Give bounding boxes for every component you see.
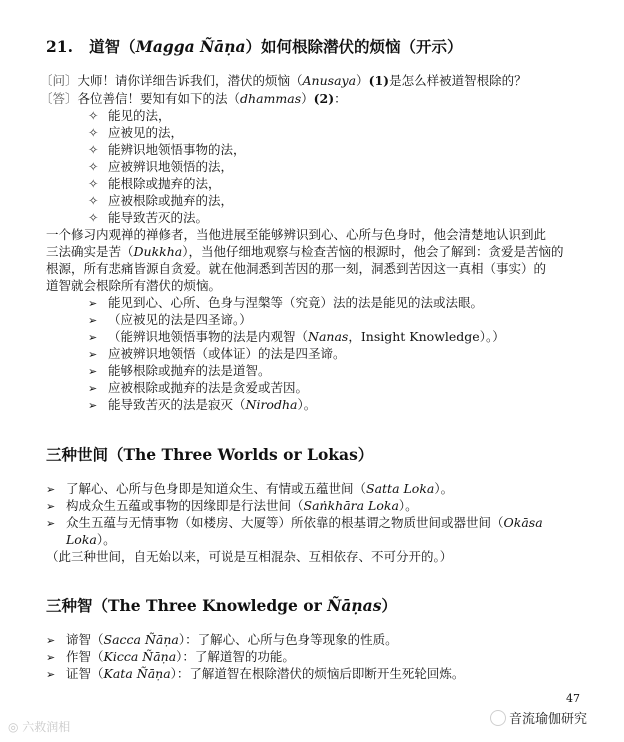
question-text: 大师！请你详细告诉我们，潜伏的烦恼（: [77, 73, 303, 88]
knowledge-heading-text: 三种智（The Three Knowledge or: [46, 596, 328, 615]
arrow-bullet-icon: ➢: [88, 365, 98, 378]
question-text-3: 是怎么样被道智根除的？: [389, 73, 527, 88]
knowledge-item: [46, 631, 398, 649]
watermark-left: ◎ 六救润相: [8, 720, 71, 734]
footnote-ref-2: (2): [313, 91, 335, 106]
paragraph-line: [46, 226, 546, 243]
knowledge-heading-term: Ñāṇas: [327, 596, 382, 615]
watermark-right: [490, 710, 587, 728]
paragraph-text: 三法确实是苦（: [46, 244, 134, 259]
insight-text: ）。: [297, 397, 317, 412]
dhamma-text: 能见的法，: [108, 108, 171, 123]
knowledge-text: 作智（: [66, 649, 104, 664]
paragraph-line: [46, 243, 564, 260]
answer-line: [40, 90, 347, 107]
arrow-bullet-icon: ➢: [46, 634, 56, 647]
arrow-bullet-icon: ➢: [88, 382, 98, 395]
arrow-bullet-icon: ➢: [88, 314, 98, 327]
dhamma-text: 应被根除或抛弃的法，: [108, 193, 234, 208]
dhamma-item: [88, 209, 208, 226]
world-text: 众生五蕴与无情事物（如楼房、大厦等）所依靠的根基谓之物质世间或器世间（: [66, 515, 504, 530]
knowledge-term: Kata Ñāṇa: [103, 666, 171, 681]
arrow-bullet-icon: ➢: [88, 331, 98, 344]
answer-text: 各位善信！要知有如下的法（: [77, 91, 241, 106]
insight-text: 能导致苦灭的法是寂灭（: [108, 397, 246, 412]
dhamma-text: 应被辨识地领悟的法，: [108, 159, 234, 174]
paragraph-text: 道智就会根除所有潜伏的烦恼。: [46, 278, 222, 293]
dhamma-item: [88, 175, 221, 192]
dhamma-item: [88, 158, 233, 175]
arrow-bullet-icon: ➢: [88, 297, 98, 310]
insight-item: [88, 328, 505, 346]
knowledge-text: 证智（: [66, 666, 104, 681]
footnote-ref-1: (1): [368, 73, 390, 88]
knowledge-text: ）：了解道智在根除潜伏的烦恼后即断开生死轮回炼。: [170, 666, 465, 681]
insight-item: [88, 345, 346, 363]
dhamma-text: 能辨识地领悟事物的法，: [108, 142, 246, 157]
dhamma-text: 能导致苦灭的法。: [108, 210, 209, 225]
world-text: 构成众生五蕴或事物的因缘即是行法世间（: [66, 498, 304, 513]
diamond-bullet-icon: ✧: [88, 193, 99, 208]
insight-item: [88, 379, 308, 397]
knowledge-term: Kicca Ñāṇa: [103, 649, 177, 664]
knowledge-heading-text: ）: [381, 596, 397, 615]
insight-text: 应被根除或抛弃的法是贪爱或苦因。: [108, 380, 309, 395]
insight-text: （应被见的法是四圣谛。）: [108, 312, 252, 327]
answer-tag: 〔答〕: [40, 91, 78, 106]
arrow-bullet-icon: ➢: [46, 483, 56, 496]
world-text: ）。: [398, 498, 418, 513]
knowledge-item: [46, 665, 464, 683]
question-line: [40, 72, 527, 89]
diamond-bullet-icon: ✧: [88, 125, 99, 140]
insight-text: 能见到心、心所、色身与涅槃等（究竟）法的法是能见的法或法眼。: [108, 295, 484, 310]
paragraph-text: ），当他仔细地观察与检查苦恼的根源时，他会了解到：贪爱是苦恼的: [182, 244, 564, 259]
world-item: [46, 514, 543, 532]
paragraph-line: [46, 277, 221, 294]
world-term: Saṅkhāra Loka: [303, 498, 399, 513]
diamond-bullet-icon: ✧: [88, 159, 99, 174]
insight-term: Nirodha: [245, 397, 298, 412]
knowledge-heading: [46, 596, 397, 616]
world-item-continued: [66, 531, 116, 548]
diamond-bullet-icon: ✧: [88, 176, 99, 191]
dhamma-text: 应被见的法，: [108, 125, 184, 140]
world-item: [46, 497, 418, 515]
section-title-pre: 道智（: [89, 37, 136, 56]
diamond-bullet-icon: ✧: [88, 210, 99, 225]
dhamma-item: [88, 141, 246, 158]
page-number: 47: [566, 692, 580, 705]
world-term: Okāsa: [503, 515, 543, 530]
answer-text-3: ：: [334, 91, 347, 106]
section-heading: [46, 37, 463, 57]
insight-item: [88, 362, 271, 380]
question-tag: 〔问〕: [40, 73, 78, 88]
paragraph-text: 一个修习内观禅的禅修者，当他进展至能够辨识到心、心所与色身时，他会清楚地认识到此: [46, 227, 547, 242]
insight-term: Nanas: [308, 329, 349, 344]
knowledge-term: Sacca Ñāṇa: [103, 632, 179, 647]
arrow-bullet-icon: ➢: [46, 500, 56, 513]
world-term: Loka: [66, 532, 97, 547]
question-text-2: ）: [356, 73, 369, 88]
question-term: Anusaya: [302, 73, 357, 88]
arrow-bullet-icon: ➢: [46, 651, 56, 664]
dhamma-text: 能根除或抛弃的法，: [108, 176, 221, 191]
dhamma-item: [88, 107, 171, 124]
insight-text: 应被辨识地领悟（或体证）的法是四圣谛。: [108, 346, 346, 361]
paragraph-term: Dukkha: [133, 244, 183, 259]
insight-text: （能辨识地领悟事物的法是内观智（: [108, 329, 309, 344]
knowledge-text: ）：了解心、心所与色身等现象的性质。: [178, 632, 398, 647]
world-item: [46, 480, 453, 498]
arrow-bullet-icon: ➢: [88, 348, 98, 361]
wechat-logo-icon: [490, 710, 506, 726]
insight-item: [88, 396, 316, 414]
insight-text: 能够根除或抛弃的法是道智。: [108, 363, 271, 378]
knowledge-item: [46, 648, 295, 666]
arrow-bullet-icon: ➢: [88, 399, 98, 412]
world-text: ）。: [434, 481, 454, 496]
paragraph-line: [46, 260, 546, 277]
worlds-note: （此三种世间，自无始以来，可说是互相混杂、互相依存、不可分开的。）: [46, 549, 453, 564]
section-title-post: ）如何根除潜伏的烦恼（开示）: [245, 37, 463, 56]
world-term: Satta Loka: [366, 481, 435, 496]
worlds-heading: 三种世间（The Three Worlds or Lokas）: [46, 445, 374, 464]
diamond-bullet-icon: ✧: [88, 142, 99, 157]
dhamma-item: [88, 192, 233, 209]
insight-item: [88, 311, 252, 329]
watermark-right-text: 音流瑜伽研究: [509, 712, 588, 727]
arrow-bullet-icon: ➢: [46, 517, 56, 530]
section-title-term: Magga Ñāṇa: [135, 37, 246, 56]
section-number: 21.: [46, 37, 73, 56]
insight-item: [88, 294, 483, 312]
insight-text: ，Insight Knowledge）。）: [348, 329, 505, 344]
paragraph-text: 根源，所有悲痛皆源自贪爱。就在他洞悉到苦因的那一刻，洞悉到苦因这一真相（事实）的: [46, 261, 547, 276]
diamond-bullet-icon: ✧: [88, 108, 99, 123]
knowledge-text: ）：了解道智的功能。: [176, 649, 295, 664]
knowledge-text: 谛智（: [66, 632, 104, 647]
answer-term: dhammas: [240, 91, 302, 106]
arrow-bullet-icon: ➢: [46, 668, 56, 681]
dhamma-item: [88, 124, 183, 141]
world-text: ）。: [96, 532, 116, 547]
answer-text-2: ）: [301, 91, 314, 106]
world-text: 了解心、心所与色身即是知道众生、有情或五蕴世间（: [66, 481, 367, 496]
